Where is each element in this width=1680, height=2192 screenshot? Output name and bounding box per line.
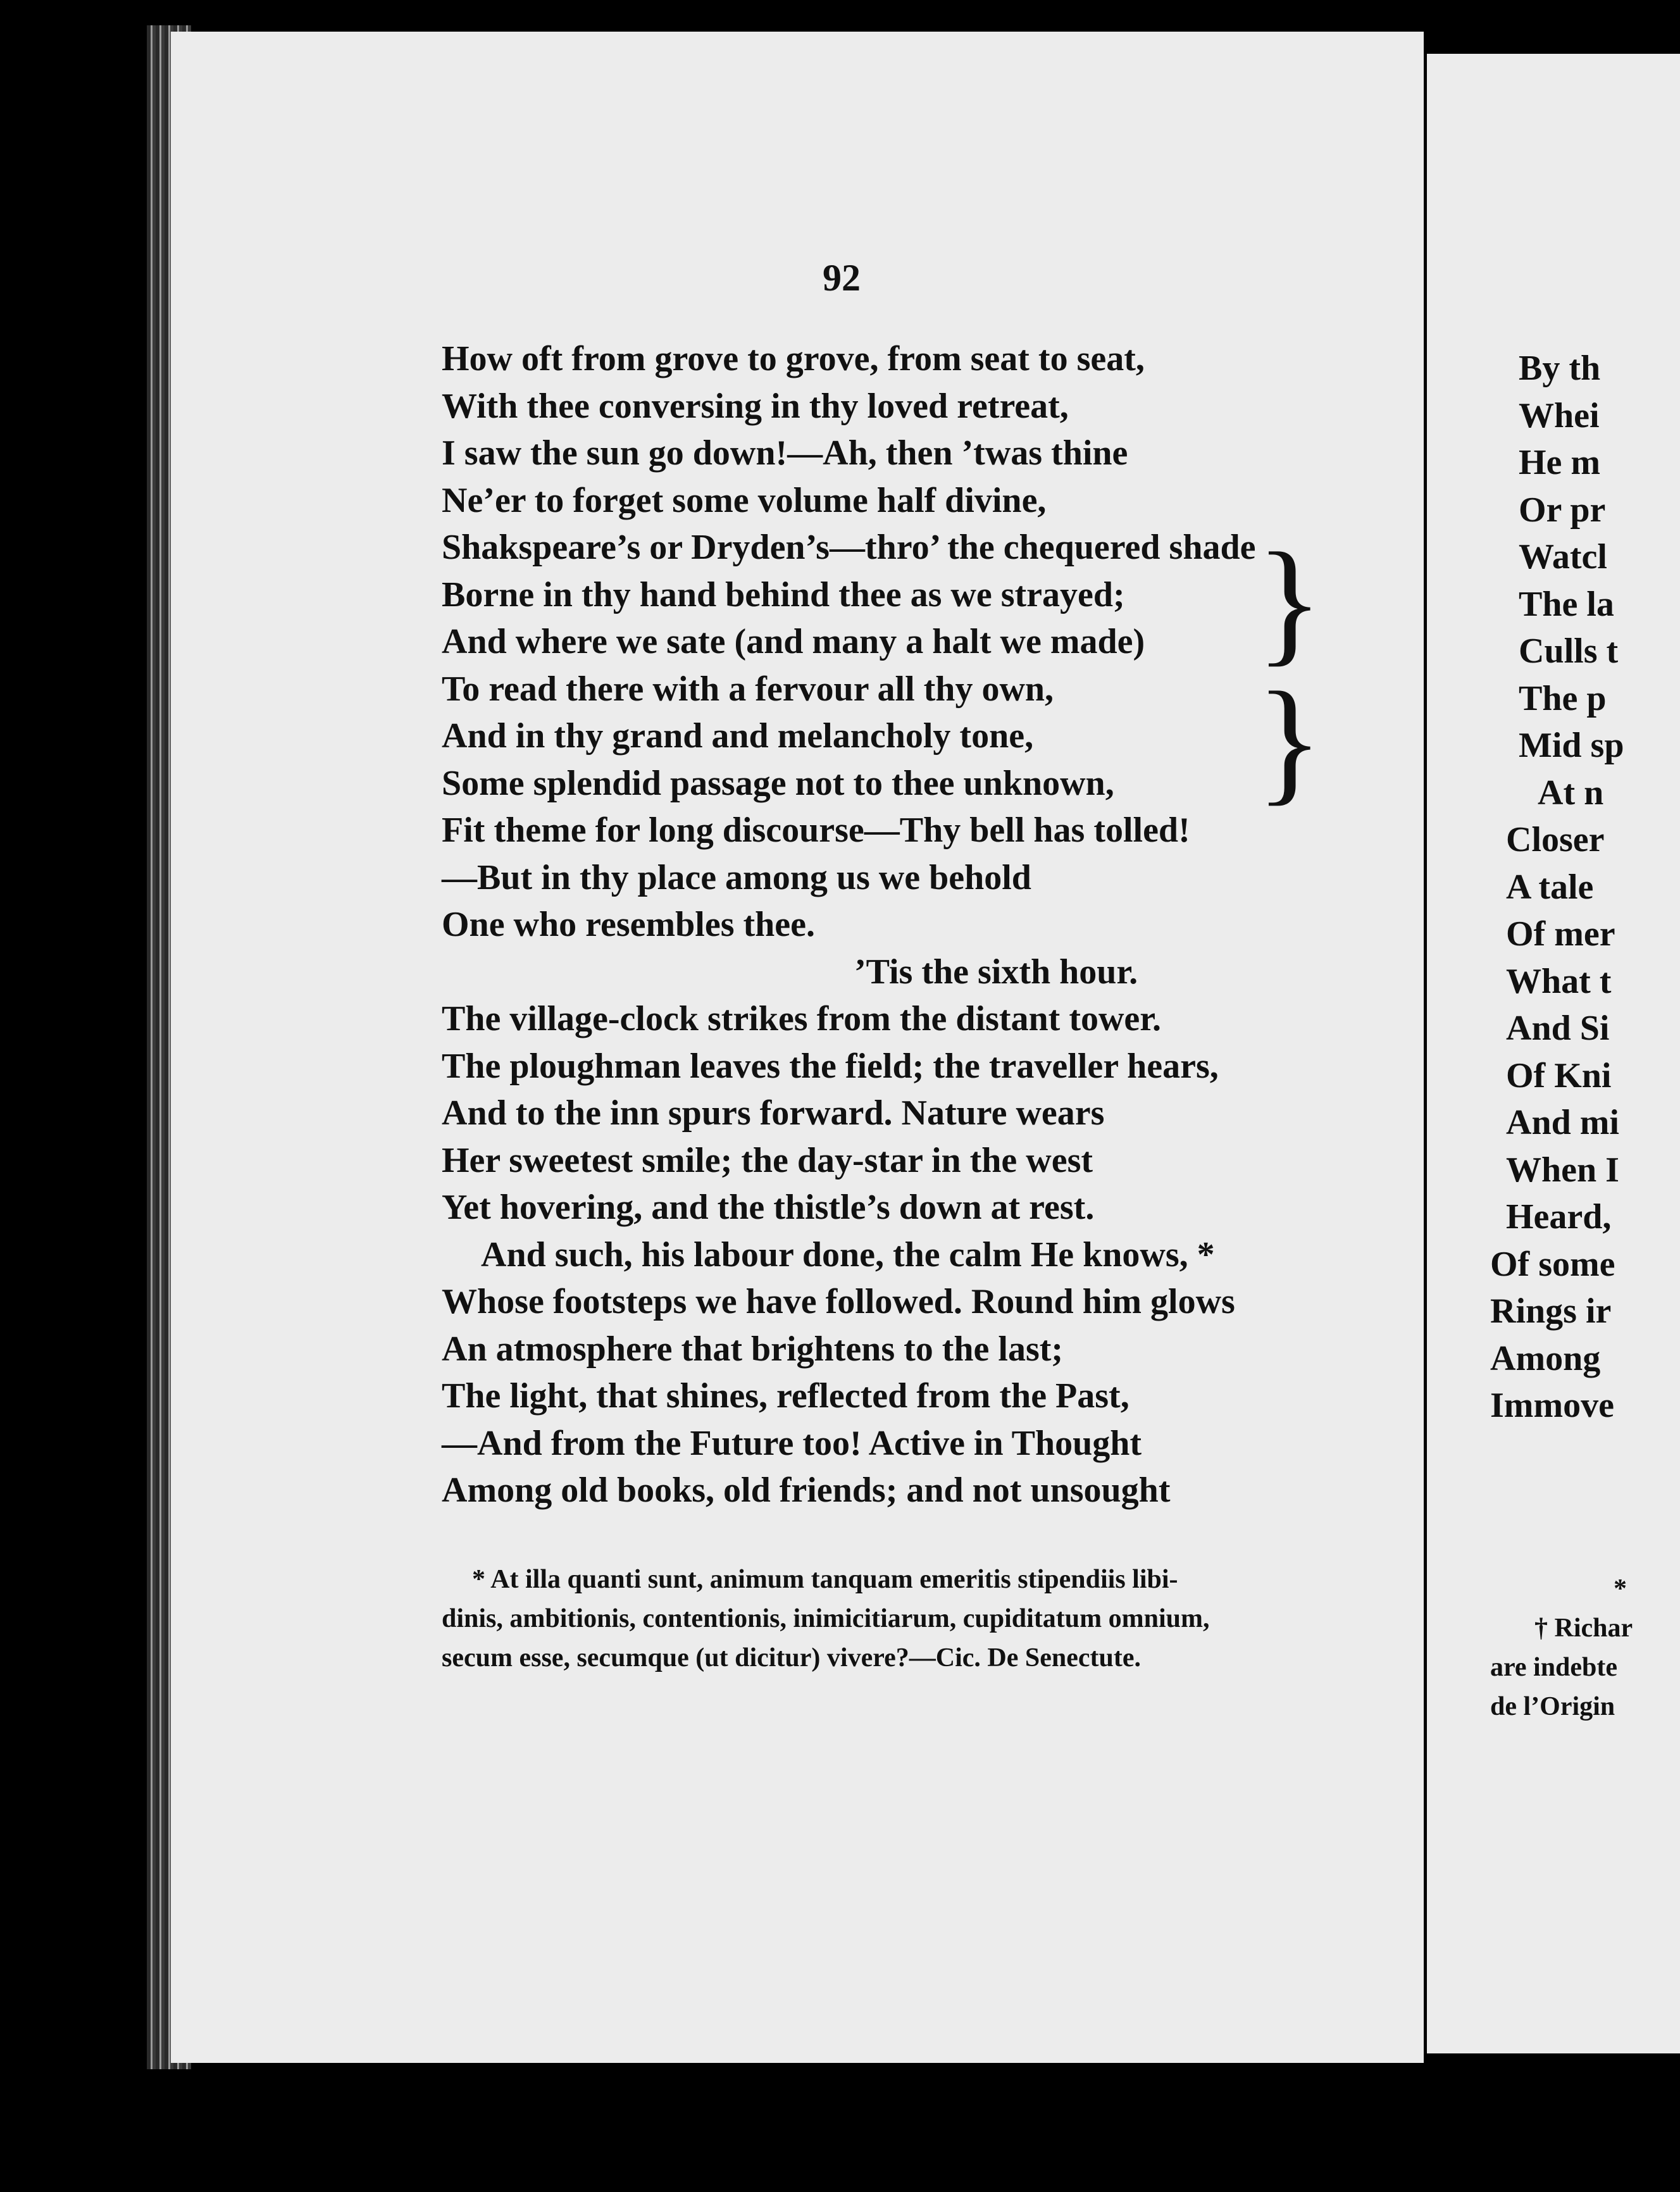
right-page-line: Or pr [1519, 490, 1606, 530]
right-page-line: Heard, [1506, 1197, 1612, 1236]
poem-line: How oft from grove to grove, from seat to seat, [442, 339, 1145, 378]
right-page-line: Of some [1490, 1244, 1615, 1284]
poem-line: An atmosphere that brightens to the last; [442, 1329, 1064, 1369]
right-page-line: Of mer [1506, 914, 1615, 954]
footnote [442, 1560, 1290, 1678]
poem-line: Ne’er to forget some volume half divine, [442, 480, 1047, 520]
right-page-footnote [1490, 1569, 1645, 1726]
poem-line: I saw the sun go down!—Ah, then ’twas thine [442, 433, 1128, 473]
right-page-text [1490, 345, 1645, 1429]
right-page-line: The p [1519, 678, 1607, 718]
right-page-line: A tale [1506, 867, 1594, 907]
right-page-line: He m [1519, 443, 1601, 482]
poem-line: One who resembles thee. [442, 905, 815, 944]
right-page-line: Rings ir [1490, 1292, 1612, 1331]
right-page-line: At n [1538, 773, 1604, 813]
poem-line: Borne in thy hand behind thee as we strayed; [442, 575, 1125, 614]
right-page-line: Closer [1506, 820, 1605, 859]
poem-line: And in thy grand and melancholy tone, [442, 716, 1034, 756]
right-page-footnote-line: * [1614, 1574, 1627, 1604]
poem-line: The ploughman leaves the field; the traveller hears, [442, 1046, 1219, 1086]
poem-line: Shakspeare’s or Dryden’s—thro’ the chequered shade [442, 528, 1256, 567]
poem-line: The light, that shines, reflected from the Past, [442, 1376, 1129, 1416]
poem-line: With thee conversing in thy loved retreat, [442, 386, 1069, 426]
page-number: 92 [823, 257, 861, 299]
poem-line: Some splendid passage not to thee unknown, [442, 763, 1114, 803]
poem-line: Among old books, old friends; and not unsought [442, 1471, 1171, 1510]
footnote-line: * At illa quanti sunt, animum tanquam emeritis stipendiis libi- [472, 1565, 1178, 1594]
poem-line: ’Tis the sixth hour. [854, 952, 1138, 992]
poem-line: Whose footsteps we have followed. Round him glows [442, 1282, 1235, 1321]
right-page-line: What t [1506, 961, 1612, 1001]
right-page-line: Whei [1519, 395, 1600, 435]
right-page-line: And mi [1506, 1103, 1619, 1142]
right-page-line: The la [1519, 584, 1614, 624]
right-page-line: Of Kni [1506, 1056, 1612, 1095]
right-page-line: Mid sp [1519, 726, 1624, 765]
poem-line: Fit theme for long discourse—Thy bell has tolled! [442, 811, 1190, 850]
bracket-triplet-2: } [1256, 663, 1323, 818]
right-page-line: And Si [1506, 1009, 1610, 1048]
poem-line: To read there with a fervour all thy own, [442, 669, 1054, 709]
right-page-footnote-line: are indebte [1490, 1653, 1618, 1682]
poem-line: And where we sate (and many a halt we made) [442, 622, 1145, 661]
right-page-line: Among [1490, 1338, 1601, 1378]
right-page-footnote-line: † Richar [1534, 1614, 1633, 1643]
poem-line: Yet hovering, and the thistle’s down at rest. [442, 1188, 1095, 1227]
right-page-line: Culls t [1519, 632, 1619, 671]
footnote-line: secum esse, secumque (ut dicitur) vivere?—Cic. De Senectute. [442, 1643, 1141, 1672]
footnote-line: dinis, ambitionis, contentionis, inimicitiarum, cupiditatum omnium, [442, 1604, 1210, 1633]
poem-body [442, 335, 1353, 1514]
poem-line: And such, his labour done, the calm He knows, * [481, 1235, 1215, 1274]
poem-line: —But in thy place among us we behold [442, 857, 1031, 897]
poem-line: The village-clock strikes from the distant tower. [442, 999, 1161, 1038]
poem-line: And to the inn spurs forward. Nature wears [442, 1093, 1105, 1133]
right-page-line: When I [1506, 1150, 1619, 1190]
right-page-footnote-line: de l’Origin [1490, 1692, 1615, 1721]
right-page-line: By th [1519, 349, 1601, 388]
right-page-line: Immove [1490, 1386, 1614, 1425]
bracket-triplet-1: } [1256, 524, 1323, 678]
right-page-line: Watcl [1519, 537, 1607, 576]
poem-line: —And from the Future too! Active in Thought [442, 1423, 1142, 1463]
poem-line: Her sweetest smile; the day-star in the west [442, 1140, 1093, 1180]
